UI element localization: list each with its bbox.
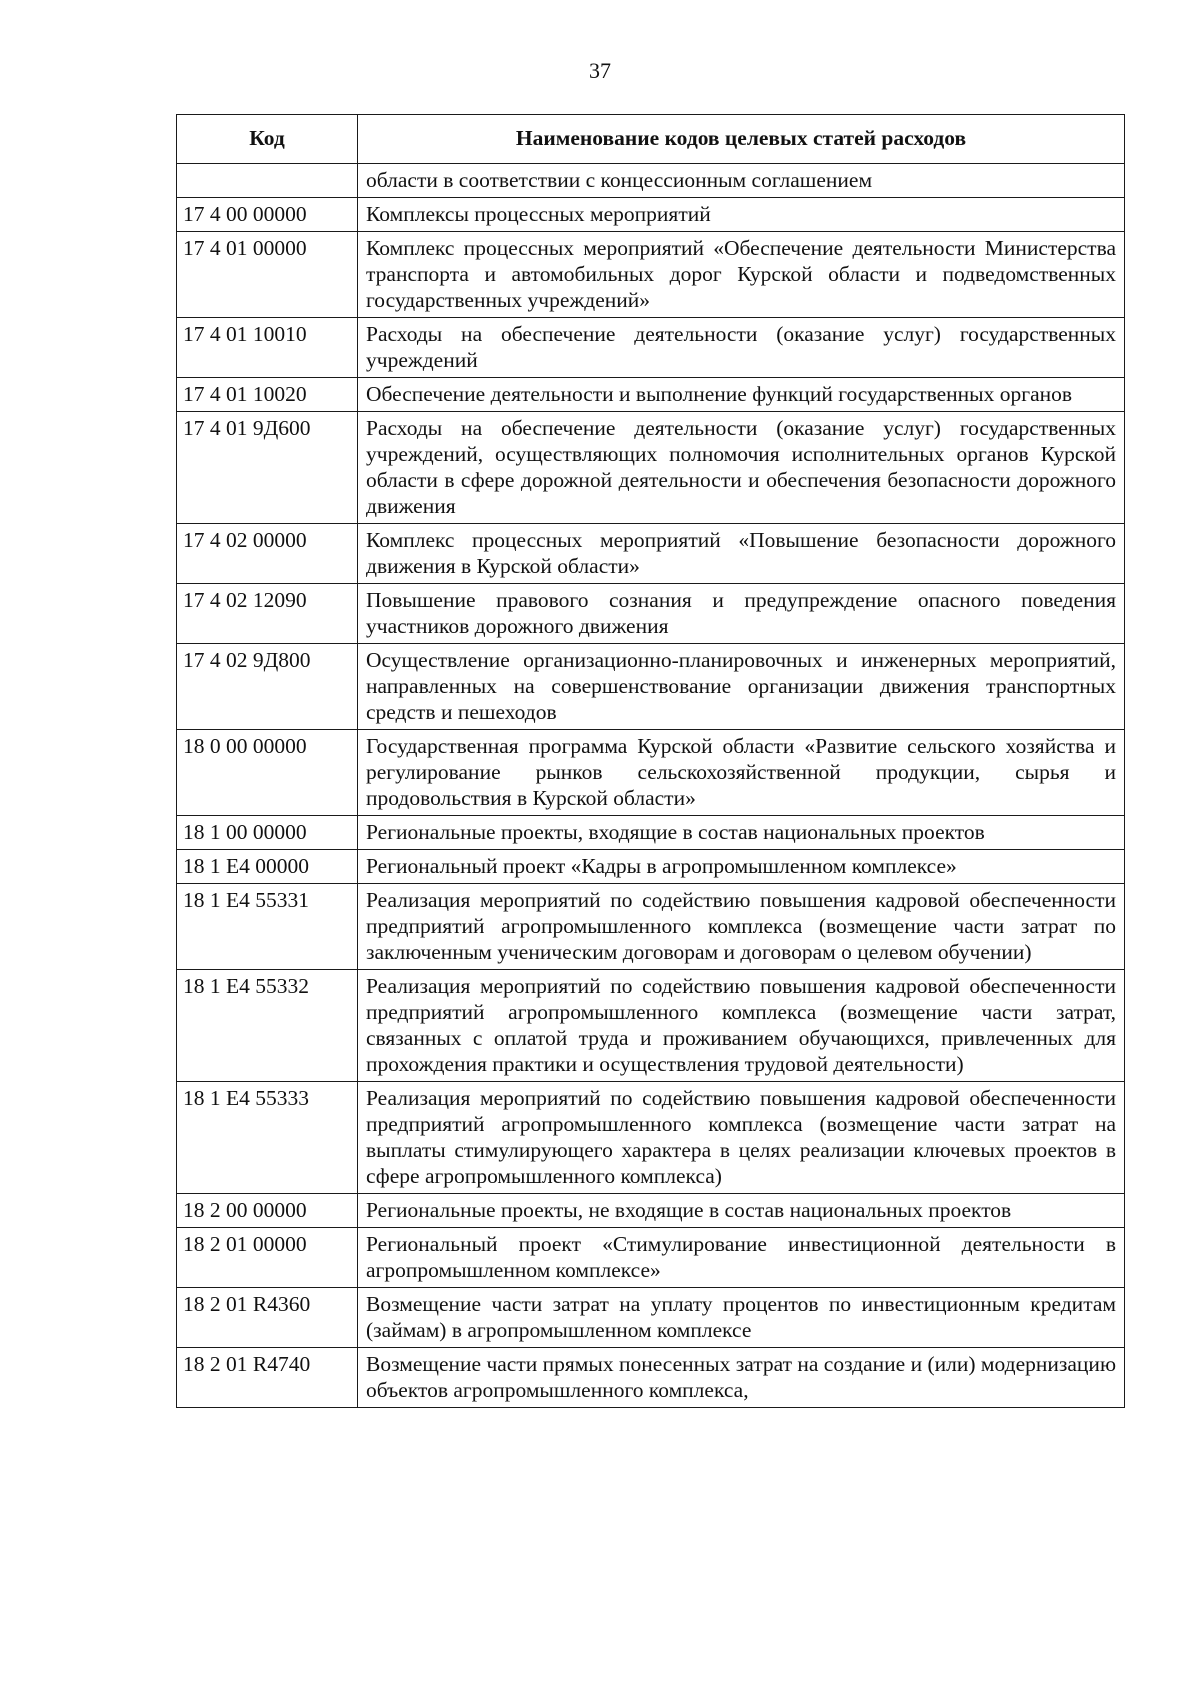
row-code-cell: 18 1 Е4 55332 [177,970,358,1082]
row-code-cell: 18 0 00 00000 [177,730,358,816]
table-row [177,1082,1125,1194]
row-code-cell: 18 2 01 R4740 [177,1348,358,1408]
row-name-cell: Комплекс процессных мероприятий «Повышение безопасности дорожного движения в Курской области» [358,524,1125,584]
row-name-cell: Реализация мероприятий по содействию повышения кадровой обеспеченности предприятий агропромышленного комплекса (возмещение части затрат на выплаты стимулирующего характера в целях реализации ключевых проектов в сфере агропромышленного комплекса) [358,1082,1125,1194]
row-code-cell: 17 4 01 10020 [177,378,358,412]
table-row [177,1194,1125,1228]
table-row [177,1228,1125,1288]
table-row [177,412,1125,524]
table-row [177,850,1125,884]
row-code-cell: 18 1 00 00000 [177,816,358,850]
row-code-cell: 17 4 02 9Д800 [177,644,358,730]
row-code-cell: 18 1 Е4 00000 [177,850,358,884]
table-row [177,524,1125,584]
row-code-cell: 18 1 Е4 55333 [177,1082,358,1194]
row-name-cell: Региональные проекты, входящие в состав национальных проектов [358,816,1125,850]
table-row [177,164,1125,198]
table-body [177,164,1125,1408]
row-name-cell: Комплексы процессных мероприятий [358,198,1125,232]
row-code-cell: 18 1 Е4 55331 [177,884,358,970]
header-code: Код [177,115,358,164]
row-code-cell [177,164,358,198]
table-row [177,644,1125,730]
table-row [177,730,1125,816]
row-name-cell: Региональные проекты, не входящие в состав национальных проектов [358,1194,1125,1228]
row-name-cell: Региональный проект «Кадры в агропромышленном комплексе» [358,850,1125,884]
table-row [177,378,1125,412]
row-code-cell: 17 4 00 00000 [177,198,358,232]
row-name-cell: Реализация мероприятий по содействию повышения кадровой обеспеченности предприятий агропромышленного комплекса (возмещение части затрат, связанных с оплатой труда и проживанием обучающихся, привлеченных для прохождения практики и осуществления трудовой деятельности) [358,970,1125,1082]
row-code-cell: 17 4 02 00000 [177,524,358,584]
row-name-cell: Расходы на обеспечение деятельности (оказание услуг) государственных учреждений, осуществляющих полномочия исполнительных органов Курской области в сфере дорожной деятельности и обеспечения безопасности дорожного движения [358,412,1125,524]
row-name-cell: Осуществление организационно-планировочных и инженерных мероприятий, направленных на совершенствование организации движения транспортных средств и пешеходов [358,644,1125,730]
row-name-cell: Возмещение части затрат на уплату процентов по инвестиционным кредитам (займам) в агропромышленном комплексе [358,1288,1125,1348]
header-name: Наименование кодов целевых статей расходов [358,115,1125,164]
row-name-cell: Государственная программа Курской области «Развитие сельского хозяйства и регулирование рынков сельскохозяйственной продукции, сырья и продовольствия в Курской области» [358,730,1125,816]
table-row [177,816,1125,850]
table-row [177,1288,1125,1348]
row-code-cell: 18 2 01 R4360 [177,1288,358,1348]
table-row [177,970,1125,1082]
row-code-cell: 17 4 01 00000 [177,232,358,318]
table-row [177,318,1125,378]
row-name-cell: области в соответствии с концессионным соглашением [358,164,1125,198]
table-row [177,584,1125,644]
table-row [177,198,1125,232]
row-name-cell: Повышение правового сознания и предупреждение опасного поведения участников дорожного движения [358,584,1125,644]
row-name-cell: Расходы на обеспечение деятельности (оказание услуг) государственных учреждений [358,318,1125,378]
row-code-cell: 18 2 01 00000 [177,1228,358,1288]
table-row [177,884,1125,970]
table-header-row [177,115,1125,164]
table-row [177,232,1125,318]
table-row [177,1348,1125,1408]
row-code-cell: 17 4 02 12090 [177,584,358,644]
row-name-cell: Обеспечение деятельности и выполнение функций государственных органов [358,378,1125,412]
row-code-cell: 17 4 01 10010 [177,318,358,378]
row-name-cell: Реализация мероприятий по содействию повышения кадровой обеспеченности предприятий агропромышленного комплекса (возмещение части затрат по заключенным ученическим договорам и договорам о целевом обучении) [358,884,1125,970]
target-expense-codes-table [176,114,1125,1408]
row-code-cell: 17 4 01 9Д600 [177,412,358,524]
row-name-cell: Комплекс процессных мероприятий «Обеспечение деятельности Министерства транспорта и автомобильных дорог Курской области и подведомственных государственных учреждений» [358,232,1125,318]
row-name-cell: Возмещение части прямых понесенных затрат на создание и (или) модернизацию объектов агропромышленного комплекса, [358,1348,1125,1408]
page-number: 37 [589,58,611,83]
row-name-cell: Региональный проект «Стимулирование инвестиционной деятельности в агропромышленном комплексе» [358,1228,1125,1288]
row-code-cell: 18 2 00 00000 [177,1194,358,1228]
